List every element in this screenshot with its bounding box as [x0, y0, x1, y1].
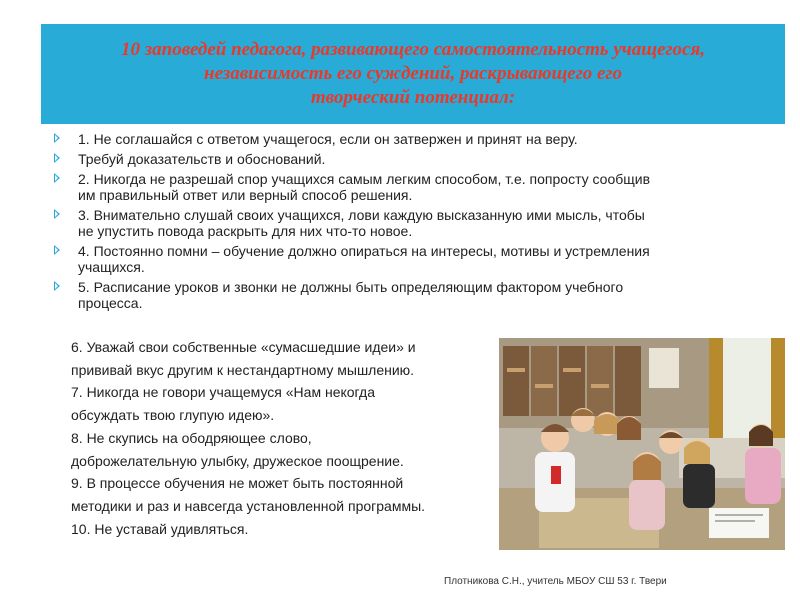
text-line: доброжелательную улыбку, дружеское поощрение.	[71, 452, 404, 469]
list-item	[54, 151, 766, 167]
classroom-photo	[499, 338, 785, 550]
list-item	[54, 131, 766, 147]
arrow-bullet-icon	[54, 209, 60, 219]
text-line: прививай вкус другим к нестандартному мышлению.	[71, 361, 415, 378]
list-item-line: 1. Не соглашайся с ответом учащегося, если он затвержен и принят на веру.	[78, 131, 578, 147]
list-item	[54, 207, 766, 239]
list-item-line: 4. Постоянно помни – обучение должно опираться на интересы, мотивы и устремления	[78, 243, 650, 259]
classroom-photo-illustration	[499, 338, 785, 550]
arrow-bullet-icon	[54, 153, 60, 163]
arrow-bullet-icon	[54, 245, 60, 255]
list-item	[54, 243, 766, 275]
arrow-bullet-icon	[54, 173, 60, 183]
list-item-line: 2. Никогда не разрешай спор учащихся самым легким способом, т.е. попросту сообщив	[78, 171, 651, 187]
list-item-line: процесса.	[78, 295, 143, 311]
text-line: 10. Не уставай удивляться.	[71, 520, 249, 537]
text-line: 8. Не скупись на ободряющее слово,	[71, 429, 312, 446]
list-item-line: им правильный ответ или верный способ решения.	[78, 187, 413, 203]
list-item	[54, 171, 766, 203]
title-banner	[41, 24, 785, 124]
title-line: 10 заповедей педагога, развивающего самостоятельность учащегося,	[120, 39, 706, 60]
list-item-line: 3. Внимательно слушай своих учащихся, лови каждую высказанную ими мысль, чтобы	[78, 207, 645, 223]
list-item-line: не упустить повода раскрыть для них что-то новое.	[78, 223, 413, 239]
arrow-bullet-icon	[54, 133, 60, 143]
text-line: методики и раз и навсегда установленной программы.	[71, 497, 426, 514]
text-line: 9. В процессе обучения не может быть постоянной	[71, 475, 404, 492]
list-item-line: 5. Расписание уроков и звонки не должны быть определяющим фактором учебного	[78, 279, 624, 295]
text-line: 7. Никогда не говори учащемуся «Нам некогда	[71, 384, 375, 401]
text-line: обсуждать твою глупую идею».	[71, 407, 275, 424]
arrow-bullet-icon	[54, 281, 60, 291]
author-footer: Плотникова С.Н., учитель МБОУ СШ 53 г. Твери	[444, 576, 667, 587]
text-line: 6. Уважай свои собственные «сумасшедшие идеи» и	[71, 339, 416, 355]
list-item	[54, 279, 766, 311]
commandments-list	[54, 131, 766, 315]
list-item-line: Требуй доказательств и обоснований.	[78, 151, 326, 167]
commandments-continued	[71, 336, 491, 540]
list-item-line: учащихся.	[78, 259, 145, 275]
title-line: независимость его суждений, раскрывающего его	[204, 63, 622, 84]
slide-title	[41, 38, 785, 110]
title-line: творческий потенциал:	[310, 87, 516, 108]
